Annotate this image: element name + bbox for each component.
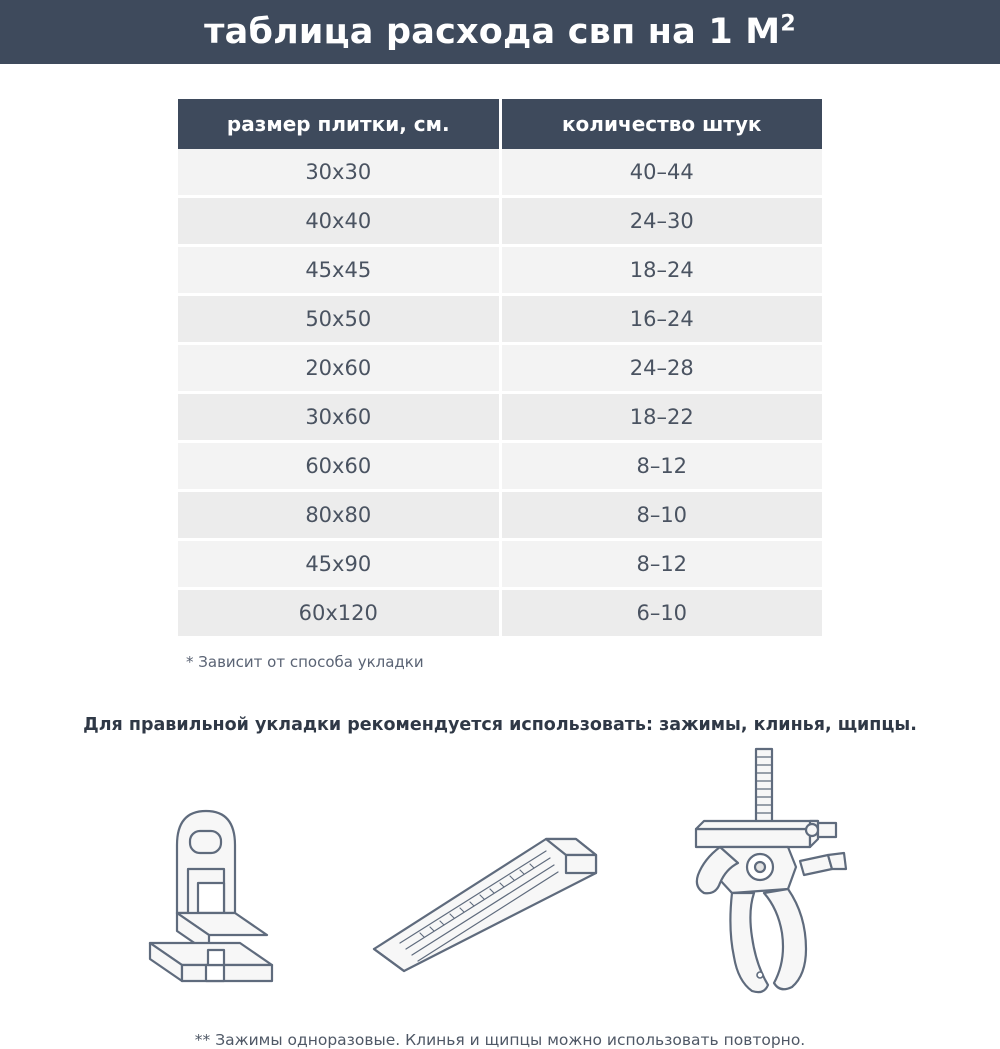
cell-quantity: 24–28 bbox=[500, 344, 822, 393]
page-title bbox=[204, 10, 796, 52]
cell-tile-size: 20х60 bbox=[178, 344, 500, 393]
table-header-row bbox=[178, 99, 822, 149]
consumption-table bbox=[178, 99, 822, 639]
illustrations-row bbox=[0, 753, 1000, 1003]
cell-quantity: 18–24 bbox=[500, 246, 822, 295]
cell-quantity: 8–10 bbox=[500, 491, 822, 540]
cell-tile-size: 40х40 bbox=[178, 197, 500, 246]
cell-quantity: 6–10 bbox=[500, 589, 822, 638]
cell-tile-size: 80х80 bbox=[178, 491, 500, 540]
cell-quantity: 8–12 bbox=[500, 540, 822, 589]
cell-tile-size: 60х60 bbox=[178, 442, 500, 491]
cell-tile-size: 30х30 bbox=[178, 149, 500, 197]
table-row bbox=[178, 589, 822, 638]
cell-tile-size: 50х50 bbox=[178, 295, 500, 344]
table-row bbox=[178, 442, 822, 491]
table-row bbox=[178, 149, 822, 197]
footnote-one: * Зависит от способа укладки bbox=[186, 653, 424, 671]
table-row bbox=[178, 344, 822, 393]
column-header-quantity: количество штук bbox=[500, 99, 822, 149]
cell-quantity: 24–30 bbox=[500, 197, 822, 246]
wedge-illustration bbox=[360, 803, 620, 1003]
cell-quantity: 40–44 bbox=[500, 149, 822, 197]
table-row bbox=[178, 393, 822, 442]
table-row bbox=[178, 491, 822, 540]
table-head bbox=[178, 99, 822, 149]
table-row bbox=[178, 295, 822, 344]
pliers-illustration bbox=[660, 743, 880, 1003]
cell-quantity: 16–24 bbox=[500, 295, 822, 344]
cell-tile-size: 45х90 bbox=[178, 540, 500, 589]
table-row bbox=[178, 246, 822, 295]
cell-quantity: 8–12 bbox=[500, 442, 822, 491]
table-row bbox=[178, 197, 822, 246]
table-row bbox=[178, 540, 822, 589]
recommendation-text: Для правильной укладки рекомендуется использовать: зажимы, клинья, щипцы. bbox=[83, 715, 917, 735]
cell-tile-size: 30х60 bbox=[178, 393, 500, 442]
cell-tile-size: 45х45 bbox=[178, 246, 500, 295]
consumption-table-wrapper bbox=[178, 99, 822, 671]
page-title-text: таблица расхода свп на 1 М bbox=[204, 11, 781, 52]
cell-quantity: 18–22 bbox=[500, 393, 822, 442]
page-title-superscript: 2 bbox=[780, 10, 796, 36]
clip-illustration bbox=[120, 783, 320, 1003]
table-body bbox=[178, 149, 822, 638]
page-header bbox=[0, 0, 1000, 64]
column-header-tile-size: размер плитки, см. bbox=[178, 99, 500, 149]
footnote-two: ** Зажимы одноразовые. Клинья и щипцы можно использовать повторно. bbox=[194, 1031, 806, 1049]
cell-tile-size: 60х120 bbox=[178, 589, 500, 638]
